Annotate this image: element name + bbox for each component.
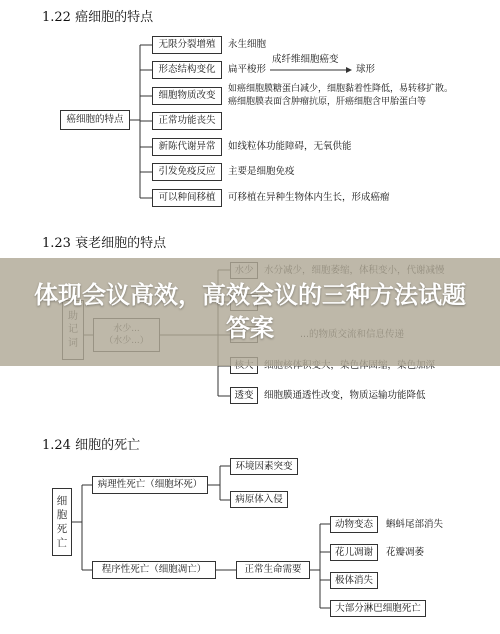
- trait-box-2: 形态结构变化: [152, 61, 222, 79]
- section3-heading: 1.24 细胞的死亡: [42, 438, 141, 453]
- example-box-1: 动物变态: [330, 516, 378, 533]
- trait-note-2-above: 成纤维细胞癌变: [272, 54, 339, 65]
- aging-box-5: 透变: [230, 387, 258, 404]
- example-box-3: 极体消失: [330, 572, 378, 589]
- necrosis-box: 病理性死亡（细胞坏死）: [92, 476, 208, 494]
- trait-box-3: 细胞物质改变: [152, 87, 222, 105]
- trait-note-1: 永生细胞: [228, 39, 267, 50]
- example-note-2: 花瓣凋萎: [386, 547, 425, 558]
- apoptosis-box: 程序性死亡（细胞凋亡）: [92, 561, 216, 579]
- trait-note-6: 主要是细胞免疫: [228, 166, 295, 177]
- example-box-4: 大部分淋巴细胞死亡: [330, 600, 426, 617]
- section1-root-box: 癌细胞的特点: [60, 110, 130, 130]
- section1-heading: 1.22 癌细胞的特点: [42, 10, 154, 25]
- trait-box-5: 新陈代谢异常: [152, 138, 222, 156]
- overlay-title: 体现会议高效，高效会议的三种方法试题答案: [34, 280, 466, 342]
- trait-box-4: 正常功能丧失: [152, 112, 222, 130]
- necrosis-cause-2: 病原体入侵: [230, 491, 288, 508]
- apoptosis-need-box: 正常生命需要: [236, 561, 310, 579]
- trait-note-5: 如线粒体功能障碍，无氧供能: [228, 141, 352, 152]
- trait-box-6: 引发免疫反应: [152, 163, 222, 181]
- trait-note-3b: 癌细胞膜表面含肿瘤抗原，肝癌细胞含甲胎蛋白等: [228, 97, 427, 107]
- trait-box-1: 无限分裂增殖: [152, 36, 222, 54]
- example-note-1: 蝌蚪尾部消失: [386, 519, 444, 530]
- section2-heading: 1.23 衰老细胞的特点: [42, 236, 167, 251]
- trait-note-7: 可移植在异种生物体内生长，形成癌瘤: [228, 192, 390, 203]
- trait-note-2-after: 球形: [356, 64, 376, 75]
- example-box-2: 花儿凋谢: [330, 544, 378, 561]
- trait-note-2: 扁平梭形: [228, 64, 267, 75]
- title-overlay: [0, 258, 500, 366]
- trait-box-7: 可以种间移植: [152, 189, 222, 207]
- necrosis-cause-1: 环境因素突变: [230, 458, 298, 475]
- aging-note-5: 细胞膜通透性改变，物质运输功能降低: [264, 390, 426, 401]
- trait-note-3: 如癌细胞膜糖蛋白减少，细胞黏着性降低，易转移扩散。: [228, 84, 454, 94]
- section3-root-box: 细胞死亡: [52, 488, 72, 556]
